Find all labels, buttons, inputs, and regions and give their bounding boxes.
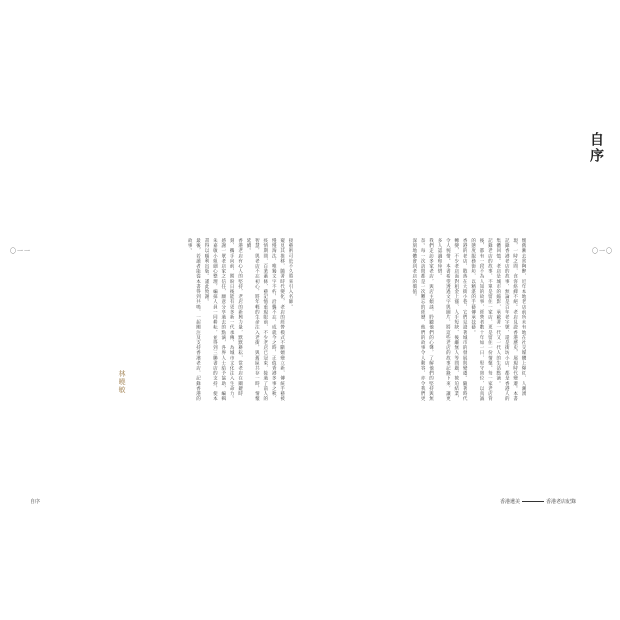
left-running-head: 自序 xyxy=(30,499,41,505)
left-page-body-text: 接藝術可於不久將來引入名師。 窺見其推移，隨著時代變化，老店的經營模式不斷嬗變立新，傳統手藝被慢慢淘汰，唯獨文字不朽，沿襲不忘，成就今之時，正值香港多事之秋，疫情期間，百業蕭條，藝記憶重現眼前，不少老店已冠束，接過了前人的智慧，與老店不忘初心，將年輕的生命注入老街，與舊區共存一時，情懷延續。 香港老店有心人的堅持，老店的新興力量，默默耕耘，當老店在關鍵時刻，攜手向前，期盼日後能有更多新一代承傳，為城市文化注入生命力。感謝一眾老店家之信任，願意分享過去的點滴，各界人士給予協助，編輯朱嘉敏小姐細心整理，編採人員一同耕耘，並得到三聯書店的支持，使本書得以順利出版。謹此致謝。 最後，若讀者能從本書得到共鳴，一起關注及支持香港老店，記錄香港的故事。 xyxy=(187,238,293,402)
right-running-head xyxy=(500,498,576,505)
right-page-number: 〇一〇 xyxy=(592,248,614,255)
chapter-title: 自序 xyxy=(588,132,604,164)
running-head-series: 香港遺美 xyxy=(500,499,521,505)
right-page xyxy=(310,0,620,620)
running-head-book-title: 香港老店紀錄 xyxy=(546,499,577,505)
running-head-separator xyxy=(522,501,544,502)
author-signature: 林曉敏 xyxy=(118,370,126,394)
right-page-body-text: 懷舊漸去常陶醉，近年本地老店前所未有地在社交媒體上爆紅，人潮湧現，一時之間，食客絡繹不絕。老店見證香港歷史，展現時代變遷。本書記錄香港老店的故事，無論是百年老字號，還是街坊小店，都是香港人的集體回憶。老店是城市的縮影，承載著一代又一代人的生活點滴。 記錄老店的故事，不單是留住一家店，更是留住一份情懷。每一家老店背後，都有一段不為人知的故事，經營者數十年如一日，堅守崗位，以真誠的態度服務街坊，以精湛的手藝傳承技藝。 香港的老店，散落在大街小巷，它們見證著城市的發展與變遷。隨著時代轉變，不少老店面對租金上漲、人手短缺、後繼無人等問題，被迫結業，令人惋惜。本書希望透過文字與圖片，將這些老店的故事記錄下來，讓更多人認識和珍惜。 我們走訪多家老店，與店主傾談，聆聽他們的心聲，了解他們的堅持與無奈。每一次訪問都是一次難忘的經歷，他們的故事令人動容，亦令我們更深刻地體會到老店的價值。 xyxy=(411,238,526,402)
left-page-number: 〇一一 xyxy=(10,248,32,255)
